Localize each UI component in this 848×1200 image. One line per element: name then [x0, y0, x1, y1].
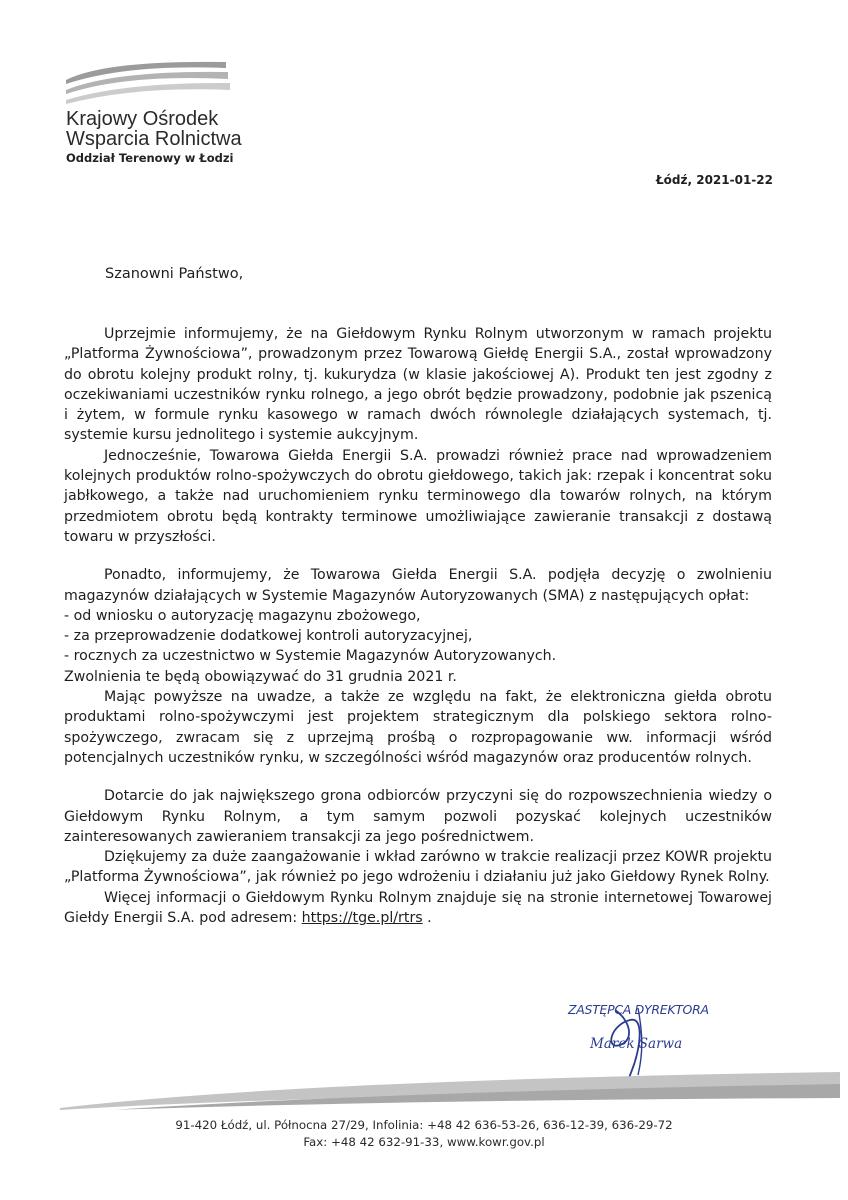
- kowr-logo-swoosh: [66, 58, 236, 106]
- org-name-line2: Wsparcia Rolnictwa: [66, 128, 242, 150]
- paragraph-3: Ponadto, informujemy, że Towarowa Giełda Energii S.A. podjęła decyzję o zwolnieniu magazynów działających w Systemie Magazynów Autoryzowanych (SMA) z następujących opłat:: [64, 567, 772, 604]
- place-date: Łódź, 2021-01-22: [655, 173, 773, 187]
- exemption-note: Zwolnienia te będą obowiązywać do 31 grudnia 2021 r.: [64, 668, 457, 685]
- list-item: - od wniosku o autoryzację magazynu zbożowego,: [64, 607, 421, 624]
- list-item: - za przeprowadzenie dodatkowej kontroli autoryzacyjnej,: [64, 628, 473, 645]
- paragraph-2: Jednocześnie, Towarowa Giełda Energii S.A. prowadzi również prace nad wprowadzeniem kolejnych produktów rolno-spożywczych do obrotu giełdowego, takich jak: rzepak i koncentrat soku jabłkowego, a także nad uruchomieniem rynku terminowego dla towarów rolnych, na którym przedmiotem obrotu będą kontrakty terminowe umożliwiające zawieranie transakcji z dostawą towaru w przyszłości.: [64, 447, 772, 545]
- footer-contact: Fax: +48 42 632-91-33, www.kowr.gov.pl: [303, 1135, 545, 1149]
- list-item: - rocznych za uczestnictwo w Systemie Magazynów Autoryzowanych.: [64, 648, 557, 665]
- footer-swoosh: [0, 1060, 848, 1110]
- signature-name: Marek Sarwa: [590, 1036, 683, 1052]
- org-name-line1: Krajowy Ośrodek: [66, 108, 219, 130]
- letter-body: [64, 324, 772, 928]
- salutation: Szanowni Państwo,: [105, 266, 244, 282]
- paragraph-5: Dotarcie do jak największego grona odbiorców przyczyni się do rozpowszechnienia wiedzy o Giełdowym Rynku Rolnym, a tym samym pozwoli pozyskać kolejnych uczestników zainteresowanych zawieraniem transakcji za jego pośrednictwem.: [64, 788, 772, 845]
- paragraph-7: [64, 888, 772, 929]
- signature-title: ZASTĘPCA DYREKTORA: [568, 1002, 709, 1017]
- paragraph-4: Mając powyższe na uwadze, a także ze względu na fakt, że elektroniczna giełda obrotu produktami rolno-spożywczymi jest projektem strategicznym dla polskiego sektora rolno-spożywczego, zwracam się z uprzejmą prośbą o rozpropagowanie ww. informacji wśród potencjalnych uczestników rynku, w szczególności wśród magazynów oraz producentów rolnych.: [64, 689, 772, 766]
- tge-link[interactable]: https://tge.pl/rtrs: [301, 910, 423, 927]
- paragraph-6: Dziękujemy za duże zaangażowanie i wkład zarówno w trakcie realizacji przez KOWR projektu „Platforma Żywnościowa”, jak również po jego wdrożeniu i działaniu już jako Giełdowy Rynek Rolny.: [64, 849, 772, 886]
- paragraph-7-text: Więcej informacji o Giełdowym Rynku Rolnym znajduje się na stronie internetowej Towarowej Giełdy Energii S.A. pod adresem:: [64, 889, 772, 927]
- paragraph-1: Uprzejmie informujemy, że na Giełdowym Rynku Rolnym utworzonym w ramach projektu „Platforma Żywnościowa”, prowadzonym przez Towarową Giełdę Energii S.A., został wprowadzony do obrotu kolejny produkt rolny, tj. kukurydza (w klasie jakościowej A). Produkt ten jest zgodny z oczekiwaniami uczestników rynku rolnego, a jego obrót będzie prowadzony, podobnie jak pszenicą i żytem, w formule rynku kasowego w ramach dwóch równolegle działających systemach, tj. systemie kursu jednolitego i systemie aukcyjnym.: [64, 326, 772, 444]
- org-branch: Oddział Terenowy w Łodzi: [66, 151, 234, 165]
- footer-address: 91-420 Łódź, ul. Północna 27/29, Infolinia: +48 42 636-53-26, 636-12-39, 636-29-72: [175, 1118, 673, 1132]
- paragraph-7-end: .: [422, 910, 432, 927]
